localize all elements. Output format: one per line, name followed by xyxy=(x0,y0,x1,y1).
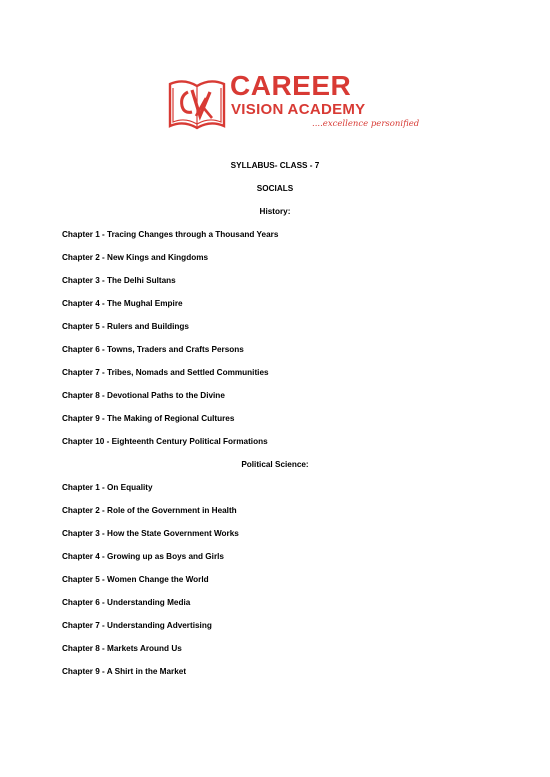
logo-word-career: CAREER xyxy=(230,70,352,101)
career-vision-academy-logo xyxy=(166,70,420,136)
polsci-chapter-7: Chapter 7 - Understanding Advertising xyxy=(62,621,212,630)
polsci-chapter-2: Chapter 2 - Role of the Government in Health xyxy=(62,506,237,515)
history-chapter-1: Chapter 1 - Tracing Changes through a Thousand Years xyxy=(62,230,279,239)
history-chapter-2: Chapter 2 - New Kings and Kingdoms xyxy=(62,253,209,262)
polsci-chapter-6: Chapter 6 - Understanding Media xyxy=(62,598,191,607)
logo-tagline: ....excellence personified xyxy=(312,119,420,129)
polsci-chapter-9: Chapter 9 - A Shirt in the Market xyxy=(62,667,187,676)
history-chapter-7: Chapter 7 - Tribes, Nomads and Settled Communities xyxy=(62,368,269,377)
history-chapter-10: Chapter 10 - Eighteenth Century Political Formations xyxy=(62,437,268,446)
political-science-section-title: Political Science: xyxy=(241,460,309,469)
book-monogram-logo-icon xyxy=(166,76,228,132)
polsci-chapter-3: Chapter 3 - How the State Government Works xyxy=(62,529,239,538)
history-chapter-6: Chapter 6 - Towns, Traders and Crafts Persons xyxy=(62,345,244,354)
polsci-chapter-4: Chapter 4 - Growing up as Boys and Girls xyxy=(62,552,224,561)
history-chapter-3: Chapter 3 - The Delhi Sultans xyxy=(62,276,176,285)
subject-heading: SOCIALS xyxy=(256,184,294,193)
history-chapter-5: Chapter 5 - Rulers and Buildings xyxy=(62,322,189,331)
history-chapter-9: Chapter 9 - The Making of Regional Cultures xyxy=(62,414,235,423)
history-chapter-8: Chapter 8 - Devotional Paths to the Divine xyxy=(62,391,225,400)
polsci-chapter-5: Chapter 5 - Women Change the World xyxy=(62,575,209,584)
history-chapter-4: Chapter 4 - The Mughal Empire xyxy=(62,299,183,308)
polsci-chapter-1: Chapter 1 - On Equality xyxy=(62,483,153,492)
syllabus-heading: SYLLABUS- CLASS - 7 xyxy=(230,161,320,170)
history-section-title: History: xyxy=(259,207,291,216)
polsci-chapter-8: Chapter 8 - Markets Around Us xyxy=(62,644,182,653)
logo-word-vision-academy: VISION ACADEMY xyxy=(231,101,366,118)
